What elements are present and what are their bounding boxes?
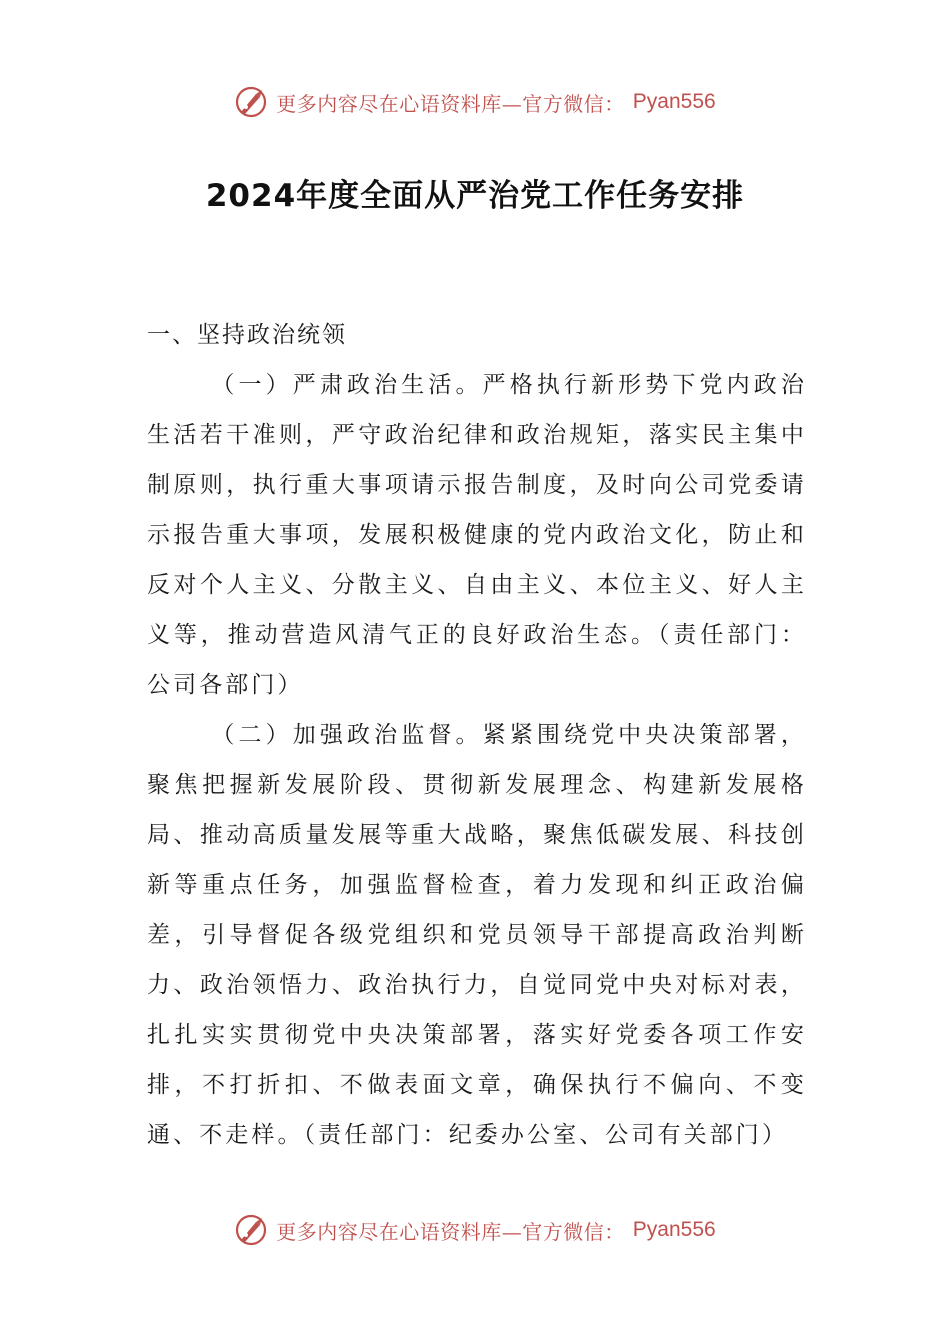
pen-nib-circle-icon bbox=[234, 85, 268, 119]
watermark-handle: Pyan556 bbox=[632, 1218, 716, 1241]
watermark-text: 更多内容尽在心语资料库—官方微信： bbox=[276, 1219, 625, 1244]
pen-nib-circle-icon bbox=[234, 1213, 268, 1247]
paragraph-2: （二）加强政治监督。紧紧围绕党中央决策部署，聚焦把握新发展阶段、贯彻新发展理念、构建新发展格局、推动高质量发展等重大战略，聚焦低碳发展、科技创新等重点任务，加强监督检查，着力发现和纠正政治偏差，引导督促各级党组织和党员领导干部提高政治判断力、政治领悟力、政治执行力，自觉同党中央对标对表，扎扎实实贯彻党中央决策部署，落实好党委各项工作安排，不打折扣、不做表面文章，确保执行不偏向、不变通、不走样。（责任部门：纪委办公室、公司有关部门） bbox=[147, 722, 807, 1148]
watermark-text: 更多内容尽在心语资料库—官方微信： bbox=[276, 91, 625, 116]
document-body bbox=[147, 310, 807, 1160]
watermark-handle: Pyan556 bbox=[632, 90, 716, 113]
paragraph-1: （一）严肃政治生活。严格执行新形势下党内政治生活若干准则，严守政治纪律和政治规矩，落实民主集中制原则，执行重大事项请示报告制度，及时向公司党委请示报告重大事项，发展积极健康的党内政治文化，防止和反对个人主义、分散主义、自由主义、本位主义、好人主义等，推动营造风清气正的良好政治生态。（责任部门：公司各部门） bbox=[147, 372, 807, 698]
section-heading: 一、坚持政治统领 bbox=[147, 322, 347, 348]
footer-watermark bbox=[0, 1208, 950, 1252]
document-title: 2024年度全面从严治党工作任务安排 bbox=[205, 178, 745, 214]
header-watermark bbox=[0, 80, 950, 124]
